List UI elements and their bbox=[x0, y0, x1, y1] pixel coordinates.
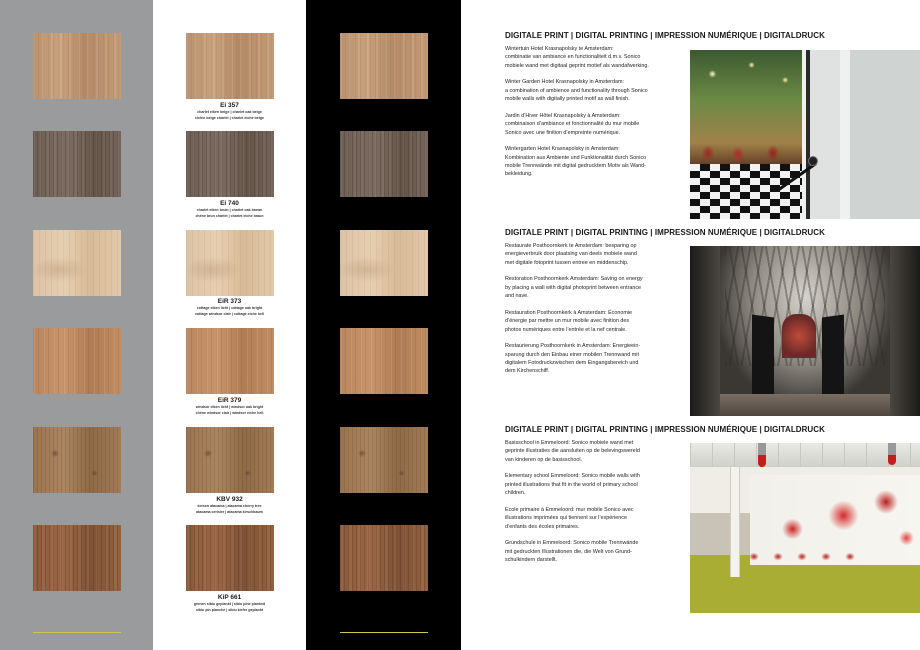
paragraph-german: Restaurierung Posthoornkerk in Amsterdam: Energieein- sparung durch den Einbau einer mobilen Trennwand mit digitalem Fotodruckzwischen dem Eingangsbereich und dem Kirchenschiff. bbox=[505, 343, 641, 375]
sample-code: Ei 740 bbox=[220, 200, 239, 207]
paragraph-french: Jardin d’Hiver Hôtel Krasnapolsky à Amsterdam: combinaison d’ambiance et fonctionnalité du mur mobile Sonico avec une finition d’empreinte numérique. bbox=[505, 112, 640, 136]
divider-line bbox=[340, 632, 428, 633]
swatch-ei357 bbox=[186, 33, 274, 99]
swatch-eir373-on-grey bbox=[33, 230, 121, 296]
swatch-eir373-on-black bbox=[340, 230, 428, 296]
swatch-kbv932-on-black bbox=[340, 427, 428, 493]
sample-description: kersen atacama | atacama cherry tree atacama cerisier | atacama kirschbaum bbox=[196, 504, 263, 514]
section-text bbox=[505, 242, 687, 384]
church-restaurant-photo bbox=[690, 246, 920, 416]
sample-code: KiP 661 bbox=[217, 594, 242, 601]
sample-code: EiR 379 bbox=[217, 397, 242, 404]
swatch-eir379-on-grey bbox=[33, 328, 121, 394]
sample-description: grenen sibiu geplankt | sibiu pine planked sibiu pin planché | sibiu kiefer geplankt bbox=[193, 602, 266, 612]
paragraph-dutch: Restaurate Posthoornkerk te Amsterdam: besparing op energieverbruik door plaatsing van deels mobiele wand met digitale fotoprint tussen entree en middenschip. bbox=[505, 243, 637, 266]
swatch-ei357-on-grey bbox=[33, 33, 121, 99]
swatch-kip661-on-grey bbox=[33, 525, 121, 591]
section-heading: DIGITALE PRINT | DIGITAL PRINTING | IMPRESSION NUMÉRIQUE | DIGITALDRUCK bbox=[505, 31, 825, 40]
paragraph-dutch: Wintertuin Hotel Krasnapolsky te Amsterdam: combinatie van ambiance en functionaliteit d.m.v. Sonico mobiele wand met digitaal geprint motief als wandafwerking. bbox=[505, 46, 649, 69]
section-text bbox=[505, 439, 687, 573]
section-text bbox=[505, 45, 687, 187]
swatch-ei740-on-grey bbox=[33, 131, 121, 197]
sample-description: cottage eiken licht | cottage oak bright cottage windsor clair | cottage eiche hell bbox=[194, 306, 265, 316]
sample-code: Ei 357 bbox=[220, 102, 239, 109]
section-heading: DIGITALE PRINT | DIGITAL PRINTING | IMPRESSION NUMÉRIQUE | DIGITALDRUCK bbox=[505, 425, 825, 434]
reference-projects-column bbox=[461, 0, 920, 650]
swatch-kip661-on-black bbox=[340, 525, 428, 591]
section-heading: DIGITALE PRINT | DIGITAL PRINTING | IMPRESSION NUMÉRIQUE | DIGITALDRUCK bbox=[505, 228, 825, 237]
paragraph-german: Grundschule in Emmeloord: Sonico mobile Trennwände mit gedruckten Illustrationen die, die Welt von Grund- schulkindern darstellt. bbox=[505, 540, 639, 564]
school-photo bbox=[690, 443, 920, 613]
swatch-eir373 bbox=[186, 230, 274, 296]
white-background-column bbox=[153, 0, 306, 650]
paragraph-english: Restoration Posthoornkerk Amsterdam: Saving on energy by placing a wall with digital photoprint between entrance and nave. bbox=[505, 276, 643, 300]
black-background-column bbox=[306, 0, 461, 650]
paragraph-english: Elementary school Emmeloord: Sonico mobile walls with printed illustrations that fit in the world of primary school children. bbox=[505, 473, 640, 497]
sample-code: KBV 932 bbox=[216, 496, 243, 503]
paragraph-dutch: Basisschool in Emmeloord: Sonico mobiele wand met geprinte illustraties die aansluiten op de belevingswereld van kinderen op de basisschool. bbox=[505, 440, 640, 463]
paragraph-french: Restauration Posthoornkerk à Amsterdam: Économie d’énergie par mettre un mur mobile avec finition des photos numériques entre l’entrée et la nef centrale. bbox=[505, 309, 633, 333]
sample-description: windsor eiken licht | windsor oak bright chêne windsor clair | windsor eiche hell bbox=[195, 405, 264, 415]
swatch-ei740 bbox=[186, 131, 274, 197]
sample-description: charlet eiken bruin | charlet oak brown chêne brun charlet | charlet eiche braun bbox=[195, 208, 264, 218]
paragraph-english: Winter Garden Hotel Krasnapolsky in Amsterdam: a combination of ambience and functionality through Sonico mobile walls with digitally printed motif as wall finish. bbox=[505, 79, 648, 103]
swatch-kip661 bbox=[186, 525, 274, 591]
swatch-ei740-on-black bbox=[340, 131, 428, 197]
sample-code: EiR 373 bbox=[217, 298, 242, 305]
paragraph-german: Wintergarten Hotel Krasnapolsky in Amsterdam: Kombination aus Ambiente und Funktionalität durch Sonico mobile Trennwände mit digital gedrucktem Motiv als Wand- bekleidung. bbox=[505, 146, 647, 178]
sample-description: charlet eiken beige | charlet oak beige chêne beige charlet | charlet eiche beige bbox=[195, 110, 264, 120]
paragraph-french: Ecole primaire à Emmeloord: mur mobile Sonico avec illustrations imprimées qui tiennent sur l’expérience d’enfants des écoles primaires. bbox=[505, 506, 634, 530]
grey-background-column bbox=[0, 0, 153, 650]
swatch-ei357-on-black bbox=[340, 33, 428, 99]
winter-garden-photo bbox=[690, 50, 920, 219]
swatch-kbv932 bbox=[186, 427, 274, 493]
divider-line bbox=[33, 632, 121, 633]
swatch-eir379-on-black bbox=[340, 328, 428, 394]
swatch-eir379 bbox=[186, 328, 274, 394]
swatch-kbv932-on-grey bbox=[33, 427, 121, 493]
